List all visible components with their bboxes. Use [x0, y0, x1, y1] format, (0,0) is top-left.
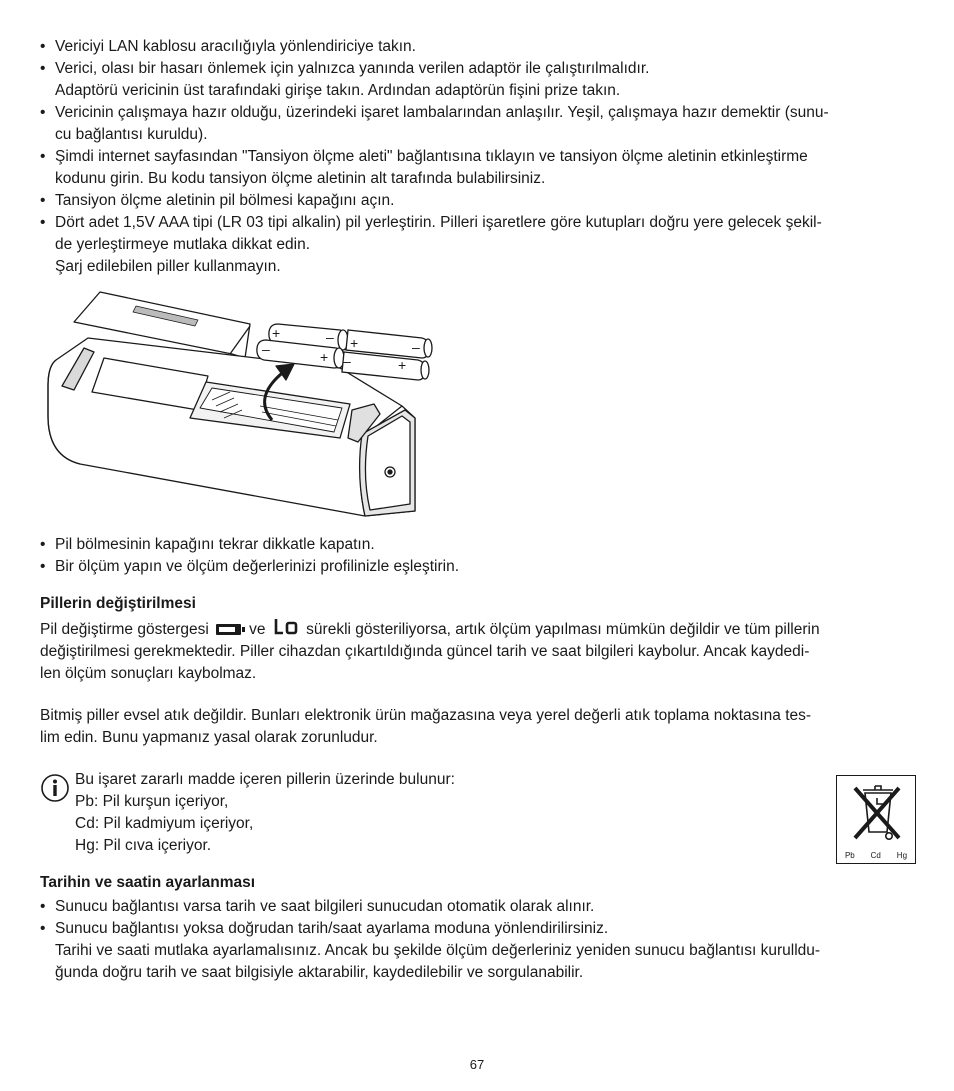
setup-instructions-list — [40, 36, 920, 278]
crossed-out-wheelie-bin-icon — [837, 776, 915, 850]
section-heading: Tarihin ve saatin ayarlanması — [40, 874, 256, 891]
lo-display-icon — [273, 618, 299, 636]
battery-plus-label: + — [320, 349, 329, 365]
info-icon — [40, 773, 70, 803]
list-item: • Sunucu bağlantısı varsa tarih ve saat bilgileri sunucudan otomatik olarak alınır. — [40, 896, 920, 918]
list-item: • Verici, olası bir hasarı önlemek için yalnızca yanında verilen adaptör ile çalıştırılmalıdır. Adaptörü vericinin üst tarafındaki girişe takın. Ardından adaptörün fişini prize takın. — [40, 58, 920, 102]
list-item: • Pil bölmesinin kapağını tekrar dikkatle kapatın. — [40, 534, 920, 556]
battery-minus-label: – — [343, 353, 351, 369]
battery-minus-label: – — [412, 339, 420, 355]
page-number: 67 — [469, 1057, 485, 1072]
crossed-bin-symbol — [836, 775, 916, 864]
hazard-info-text: Bu işaret zararlı madde içeren pillerin üzerinde bulunur: Pb: Pil kurşun içeriyor, Cd: Pil kadmiyum içeriyor, Hg: Pil cıva içeriyor. — [75, 771, 455, 854]
battery-minus-label: – — [326, 329, 334, 345]
battery-replacement-paragraph: Pil değiştirme göstergesi ve sürekli gösteriliyorsa, artık ölçüm yapılması mümkün değildir ve tüm pillerin değiştirilmesi gerekmektedir. Piller cihazdan çıkartıldığında güncel tarih ve saat bilgileri kaybolur. Ancak kaydedi- len ölçüm sonuçları kaybolmaz. — [40, 618, 920, 685]
list-item: • Tansiyon ölçme aletinin pil bölmesi kapağını açın. — [40, 190, 920, 212]
bin-labels: Pb Cd Hg — [844, 851, 908, 860]
battery-plus-label: + — [398, 357, 407, 373]
list-item: • Vericiyi LAN kablosu aracılığıyla yönlendiriciye takın. — [40, 36, 920, 58]
device-battery-drawing — [40, 286, 440, 526]
section-heading: Pillerin değiştirilmesi — [40, 595, 196, 612]
low-battery-icon — [216, 623, 246, 636]
closing-instructions-list — [40, 534, 920, 578]
datetime-instructions-list — [40, 896, 920, 984]
battery-disposal-paragraph: Bitmiş piller evsel atık değildir. Bunları elektronik ürün mağazasına veya yerel değerli atık toplama noktasına tes- lim edin. Bunu yapmanız yasal olarak zorunludur. — [40, 707, 812, 746]
battery-plus-label: + — [272, 325, 281, 341]
battery-plus-label: + — [350, 335, 359, 351]
list-item: • Sunucu bağlantısı yoksa doğrudan tarih/saat ayarlama moduna yönlendirilirsiniz. Tarihi ve saati mutlaka ayarlamalısınız. Ancak bu şekilde ölçüm değerleriniz yeniden sunucu bağlantısı kurulldu- ğunda doğru tarih ve saat bilgisiyle aktarabilir, kaydedilebilir ve sorgulanabilir. — [40, 918, 920, 984]
list-item: • Vericinin çalışmaya hazır olduğu, üzerindeki işaret lambalarından anlaşılır. Yeşil, çalışmaya hazır demektir (sunu- cu bağlantısı kuruldu). — [40, 102, 920, 146]
list-item: • Dört adet 1,5V AAA tipi (LR 03 tipi alkalin) pil yerleştirin. Pilleri işaretlere göre kutupları doğru yere gelecek şekil- de yerleştirmeye mutlaka dikkat edin. Şarj edilebilen piller kullanmayın. — [40, 212, 920, 278]
list-item: • Şimdi internet sayfasından "Tansiyon ölçme aleti" bağlantısına tıklayın ve tansiyon ölçme aletinin etkinleştirme kodunu girin. Bu kodu tansiyon ölçme aletinin alt tarafında bulabilirsiniz. — [40, 146, 920, 190]
list-item: • Bir ölçüm yapın ve ölçüm değerlerinizi profilinizle eşleştirin. — [40, 556, 920, 578]
battery-insertion-illustration — [40, 286, 440, 526]
battery-minus-label: – — [262, 341, 270, 357]
